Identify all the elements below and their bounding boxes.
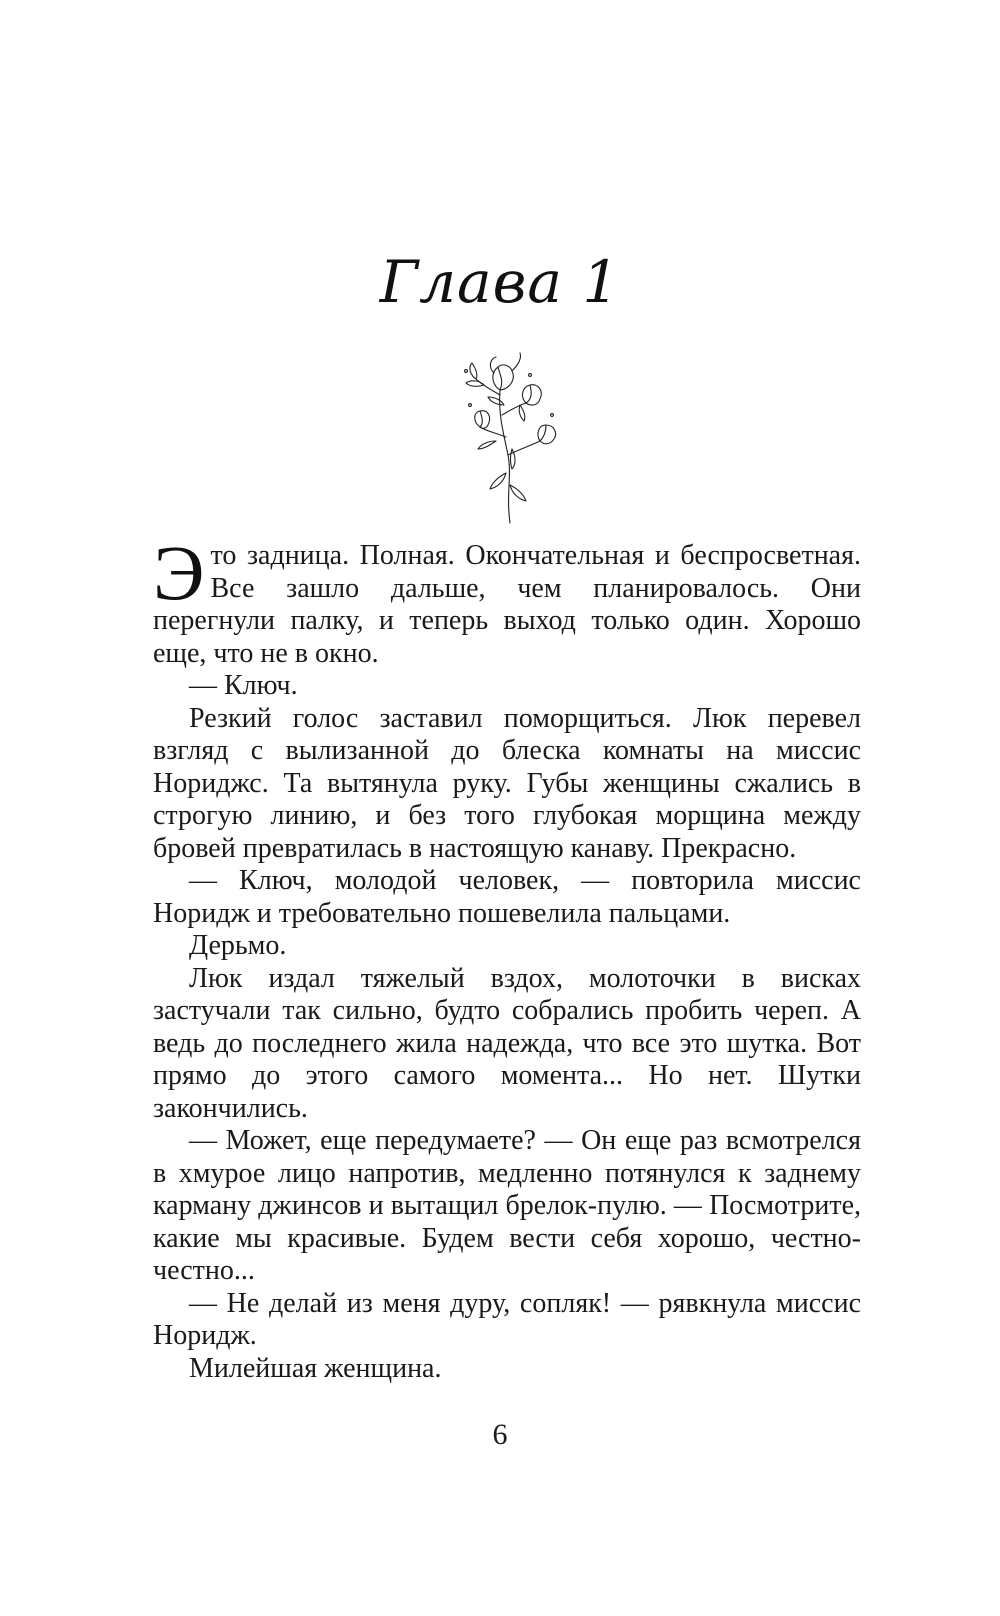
drop-cap: Э — [153, 529, 205, 616]
paragraph-text: то задница. Полная. Окончательная и беспросветная. Все зашло дальше, чем планировалось. Они перегнули палку, и теперь выход только один. Хорошо еще, что не в окно. — [153, 540, 861, 669]
paragraph: Дерьмо. — [189, 930, 287, 961]
chapter-title: Глава 1 — [379, 248, 621, 316]
paragraph: Люк издал тяжелый вздох, молоточки в висках застучали так сильно, будто собрались пробить череп. А ведь до последнего жила надежда, что все это шутка. Вот прямо до этого самого момента... Но нет. Шутки закончились. — [153, 962, 861, 1124]
page-number: 6 — [492, 1418, 508, 1451]
paragraph: — Может, еще передумаете? — Он еще раз всмотрелся в хмурое лицо напротив, медленно потянулся к заднему карману джинсов и вытащил брелок-пулю. — Посмотрите, какие мы красивые. Будем вести себя хорошо, честно-честно... — [153, 1125, 861, 1286]
chapter-text — [153, 529, 861, 1385]
paragraph: — Ключ, молодой человек, — повторила миссис Норидж и требовательно пошевелила пальцами. — [153, 865, 861, 929]
paragraph: Милейшая женщина. — [189, 1352, 442, 1384]
paragraph — [153, 529, 861, 670]
paragraph: Резкий голос заставил поморщиться. Люк перевел взгляд с вылизанной до блеска комнаты на миссис Нориджс. Та вытянула руку. Губы женщины сжались в строгую линию, и без того глубокая морщина между бровей превратилась в настоящую канаву. Прекрасно. — [153, 702, 861, 864]
flower-branch-icon — [440, 345, 570, 525]
paragraph: — Не делай из меня дуру, сопляк! — рявкнула миссис Норидж. — [153, 1287, 861, 1351]
paragraph: — Ключ. — [189, 670, 298, 701]
